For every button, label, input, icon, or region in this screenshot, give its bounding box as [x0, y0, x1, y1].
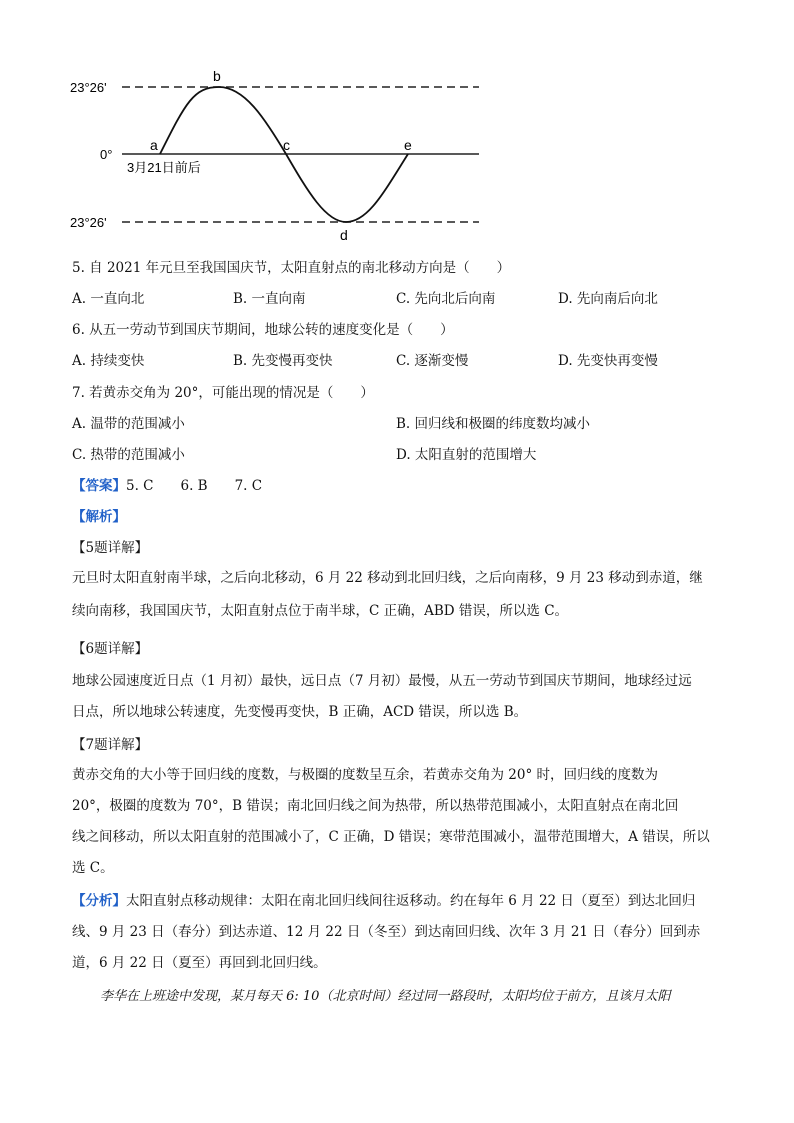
detail-6-title: 【6题详解】 [72, 641, 149, 657]
next-question-intro: 李华在上班途中发现，某月每天 6: 10（北京时间）经过同一路段时，太阳均位于前方，且该月太阳 [100, 989, 671, 1004]
caption-march-21: 3月21日前后 [127, 160, 201, 175]
solar-declination-diagram [64, 62, 494, 247]
answer-tag: 【答案】 [72, 478, 126, 494]
detail-5-line-1: 元旦时太阳直射南半球，之后向北移动，6 月 22 移动到北回归线，之后向南移，9 月 23 移动到赤道，继 [72, 570, 703, 586]
q6-option-b[interactable]: B. 先变慢再变快 [233, 353, 333, 369]
answer-line [72, 474, 262, 494]
detail-6-body [72, 670, 722, 723]
point-a-label: a [150, 137, 158, 153]
analysis-line-1 [72, 890, 722, 921]
detail-7-title: 【7题详解】 [72, 737, 149, 753]
q5-option-a[interactable]: A. 一直向北 [72, 291, 145, 307]
detail-5-body [72, 567, 722, 622]
detail-6-line-1: 地球公园速度近日点（1 月初）最快，远日点（7 月初）最慢，从五一劳动节到国庆节期间，地球经过远 [72, 673, 692, 689]
detail-7-line-4: 选 C。 [72, 860, 114, 876]
analysis-body [72, 890, 722, 974]
q6-option-d[interactable]: D. 先变快再变慢 [558, 353, 658, 369]
q5-option-b[interactable]: B. 一直向南 [233, 291, 306, 307]
point-d-label: d [340, 227, 348, 243]
analysis-tag: 【解析】 [72, 509, 126, 525]
q7-option-d[interactable]: D. 太阳直射的范围增大 [396, 447, 537, 463]
detail-6-line-2: 日点，所以地球公转速度，先变慢再变快，B 正确，ACD 错误，所以选 B。 [72, 704, 528, 720]
detail-7-line-1: 黄赤交角的大小等于回归线的度数，与极圈的度数呈互余，若黄赤交角为 20° 时，回归线的度数为 [72, 767, 659, 783]
answer-text: 5. C 6. B 7. C [126, 478, 263, 494]
q5-stem: 5. 自 2021 年元旦至我国国庆节，太阳直射点的南北移动方向是（ ） [72, 260, 511, 276]
label-equator: 0° [100, 147, 113, 162]
point-c-label: c [283, 137, 290, 153]
q7-option-c[interactable]: C. 热带的范围减小 [72, 447, 185, 463]
analysis-line-3: 道，6 月 22 日（夏至）再回到北回归线。 [72, 955, 327, 971]
q7-option-a[interactable]: A. 温带的范围减小 [72, 416, 185, 432]
q5-option-c[interactable]: C. 先向北后向南 [396, 291, 496, 307]
q6-stem: 6. 从五一劳动节到国庆节期间，地球公转的速度变化是（ ） [72, 322, 454, 338]
detail-7-line-2: 20°，极圈的度数为 70°，B 错误；南北回归线之间为热带，所以热带范围减小，太阳直射点在南北回 [72, 798, 679, 814]
detail-5-line-2: 续向南移，我国国庆节，太阳直射点位于南半球，C 正确，ABD 错误，所以选 C。 [72, 603, 569, 619]
analysis-2-line-1-text: 太阳直射点移动规律：太阳在南北回归线间往返移动。约在每年 6 月 22 日（夏至）到达北回归 [126, 893, 696, 909]
q6-option-a[interactable]: A. 持续变快 [72, 353, 145, 369]
analysis-line-2: 线、9 月 23 日（春分）到达赤道、12 月 22 日（冬至）到达南回归线、次年 3 月 21 日（春分）回到赤 [72, 924, 701, 940]
analysis-2-tag: 【分析】 [72, 893, 126, 909]
q6-option-c[interactable]: C. 逐渐变慢 [396, 353, 469, 369]
q7-option-b[interactable]: B. 回归线和极圈的纬度数均减小 [396, 416, 591, 432]
detail-7-body [72, 764, 722, 879]
detail-7-line-3: 线之间移动，所以太阳直射的范围减小了，C 正确，D 错误；寒带范围减小，温带范围增大，A 错误，所以 [72, 829, 710, 845]
point-b-label: b [213, 68, 221, 84]
label-north-tropic: 23°26' [70, 80, 107, 95]
label-south-tropic: 23°26' [70, 215, 107, 230]
point-e-label: e [404, 137, 412, 153]
detail-5-title: 【5题详解】 [72, 540, 149, 556]
q5-option-d[interactable]: D. 先向南后向北 [558, 291, 658, 307]
q7-stem: 7. 若黄赤交角为 20°，可能出现的情况是（ ） [72, 385, 374, 401]
